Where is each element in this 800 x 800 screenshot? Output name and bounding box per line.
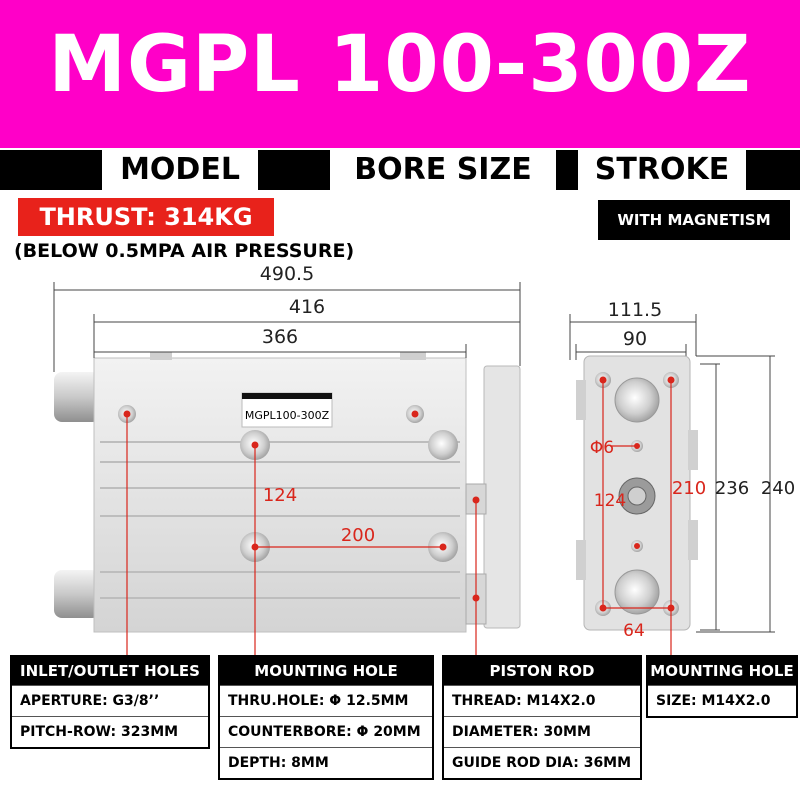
guide-rod-top <box>54 372 100 422</box>
dim-hole-diameter: Φ6 <box>589 438 615 458</box>
mounting-hole-size-title: MOUNTING HOLE <box>648 657 796 685</box>
product-title: MGPL 100-300Z <box>48 20 752 110</box>
dim-width-inner: 90 <box>622 328 648 350</box>
mounting-hole-size-box <box>646 655 798 718</box>
nameplate-text: MGPL100-300Z <box>244 409 330 422</box>
dim-height-210: 210 <box>671 478 707 499</box>
piston-rod-thread <box>628 487 646 505</box>
diameter-spec: DIAMETER: 30MM <box>444 716 640 747</box>
dim-bottom-pitch: 64 <box>623 621 645 641</box>
aperture-spec: APERTURE: G3/8’’ <box>12 685 208 716</box>
thread-spec: THREAD: M14X2.0 <box>444 685 640 716</box>
side-mount-hole-2 <box>428 430 458 460</box>
pressure-note: (BELOW 0.5MPA AIR PRESSURE) <box>14 240 355 262</box>
mounting-hole-box <box>218 655 434 780</box>
dim-height-240: 240 <box>760 478 796 499</box>
model-label: MODEL <box>102 150 258 190</box>
magnetism-badge: WITH MAGNETISM <box>598 200 790 240</box>
dim-width-total: 111.5 <box>607 299 663 321</box>
body-port-left <box>150 352 172 360</box>
dim-holes-horizontal: 200 <box>340 525 376 546</box>
dim-height-236: 236 <box>714 478 750 499</box>
guide-rod-end-top <box>615 378 659 422</box>
guide-rod-spec: GUIDE ROD DIA: 36MM <box>444 747 640 778</box>
stroke-label: STROKE <box>578 150 746 190</box>
dim-plate-length: 366 <box>261 326 299 348</box>
dim-holes-vertical: 124 <box>262 485 298 506</box>
mounting-hole-title: MOUNTING HOLE <box>220 657 432 685</box>
piston-rod-box <box>442 655 642 780</box>
inlet-outlet-box <box>10 655 210 749</box>
dim-end-pitch: 124 <box>593 491 627 511</box>
dim-body-length: 416 <box>288 296 326 318</box>
bore-size-label: BORE SIZE <box>330 150 556 190</box>
end-lug-left-2 <box>576 540 586 580</box>
end-lug-right-2 <box>688 520 698 560</box>
thrust-badge: THRUST: 314KG <box>18 198 274 236</box>
nameplate-band <box>242 393 332 399</box>
dim-overall-length: 490.5 <box>259 263 315 285</box>
end-plate <box>484 366 520 628</box>
depth-spec: DEPTH: 8MM <box>220 747 432 778</box>
body-port-right <box>400 352 426 360</box>
pitch-row-spec: PITCH-ROW: 323MM <box>12 716 208 747</box>
inlet-outlet-title: INLET/OUTLET HOLES <box>12 657 208 685</box>
thru-hole-spec: THRU.HOLE: Φ 12.5MM <box>220 685 432 716</box>
guide-rod-bottom <box>54 570 100 618</box>
end-lug-right-1 <box>688 430 698 470</box>
counterbore-spec: COUNTERBORE: Φ 20MM <box>220 716 432 747</box>
piston-rod-title: PISTON ROD <box>444 657 640 685</box>
end-lug-left-1 <box>576 380 586 420</box>
size-spec: SIZE: M14X2.0 <box>648 685 796 716</box>
